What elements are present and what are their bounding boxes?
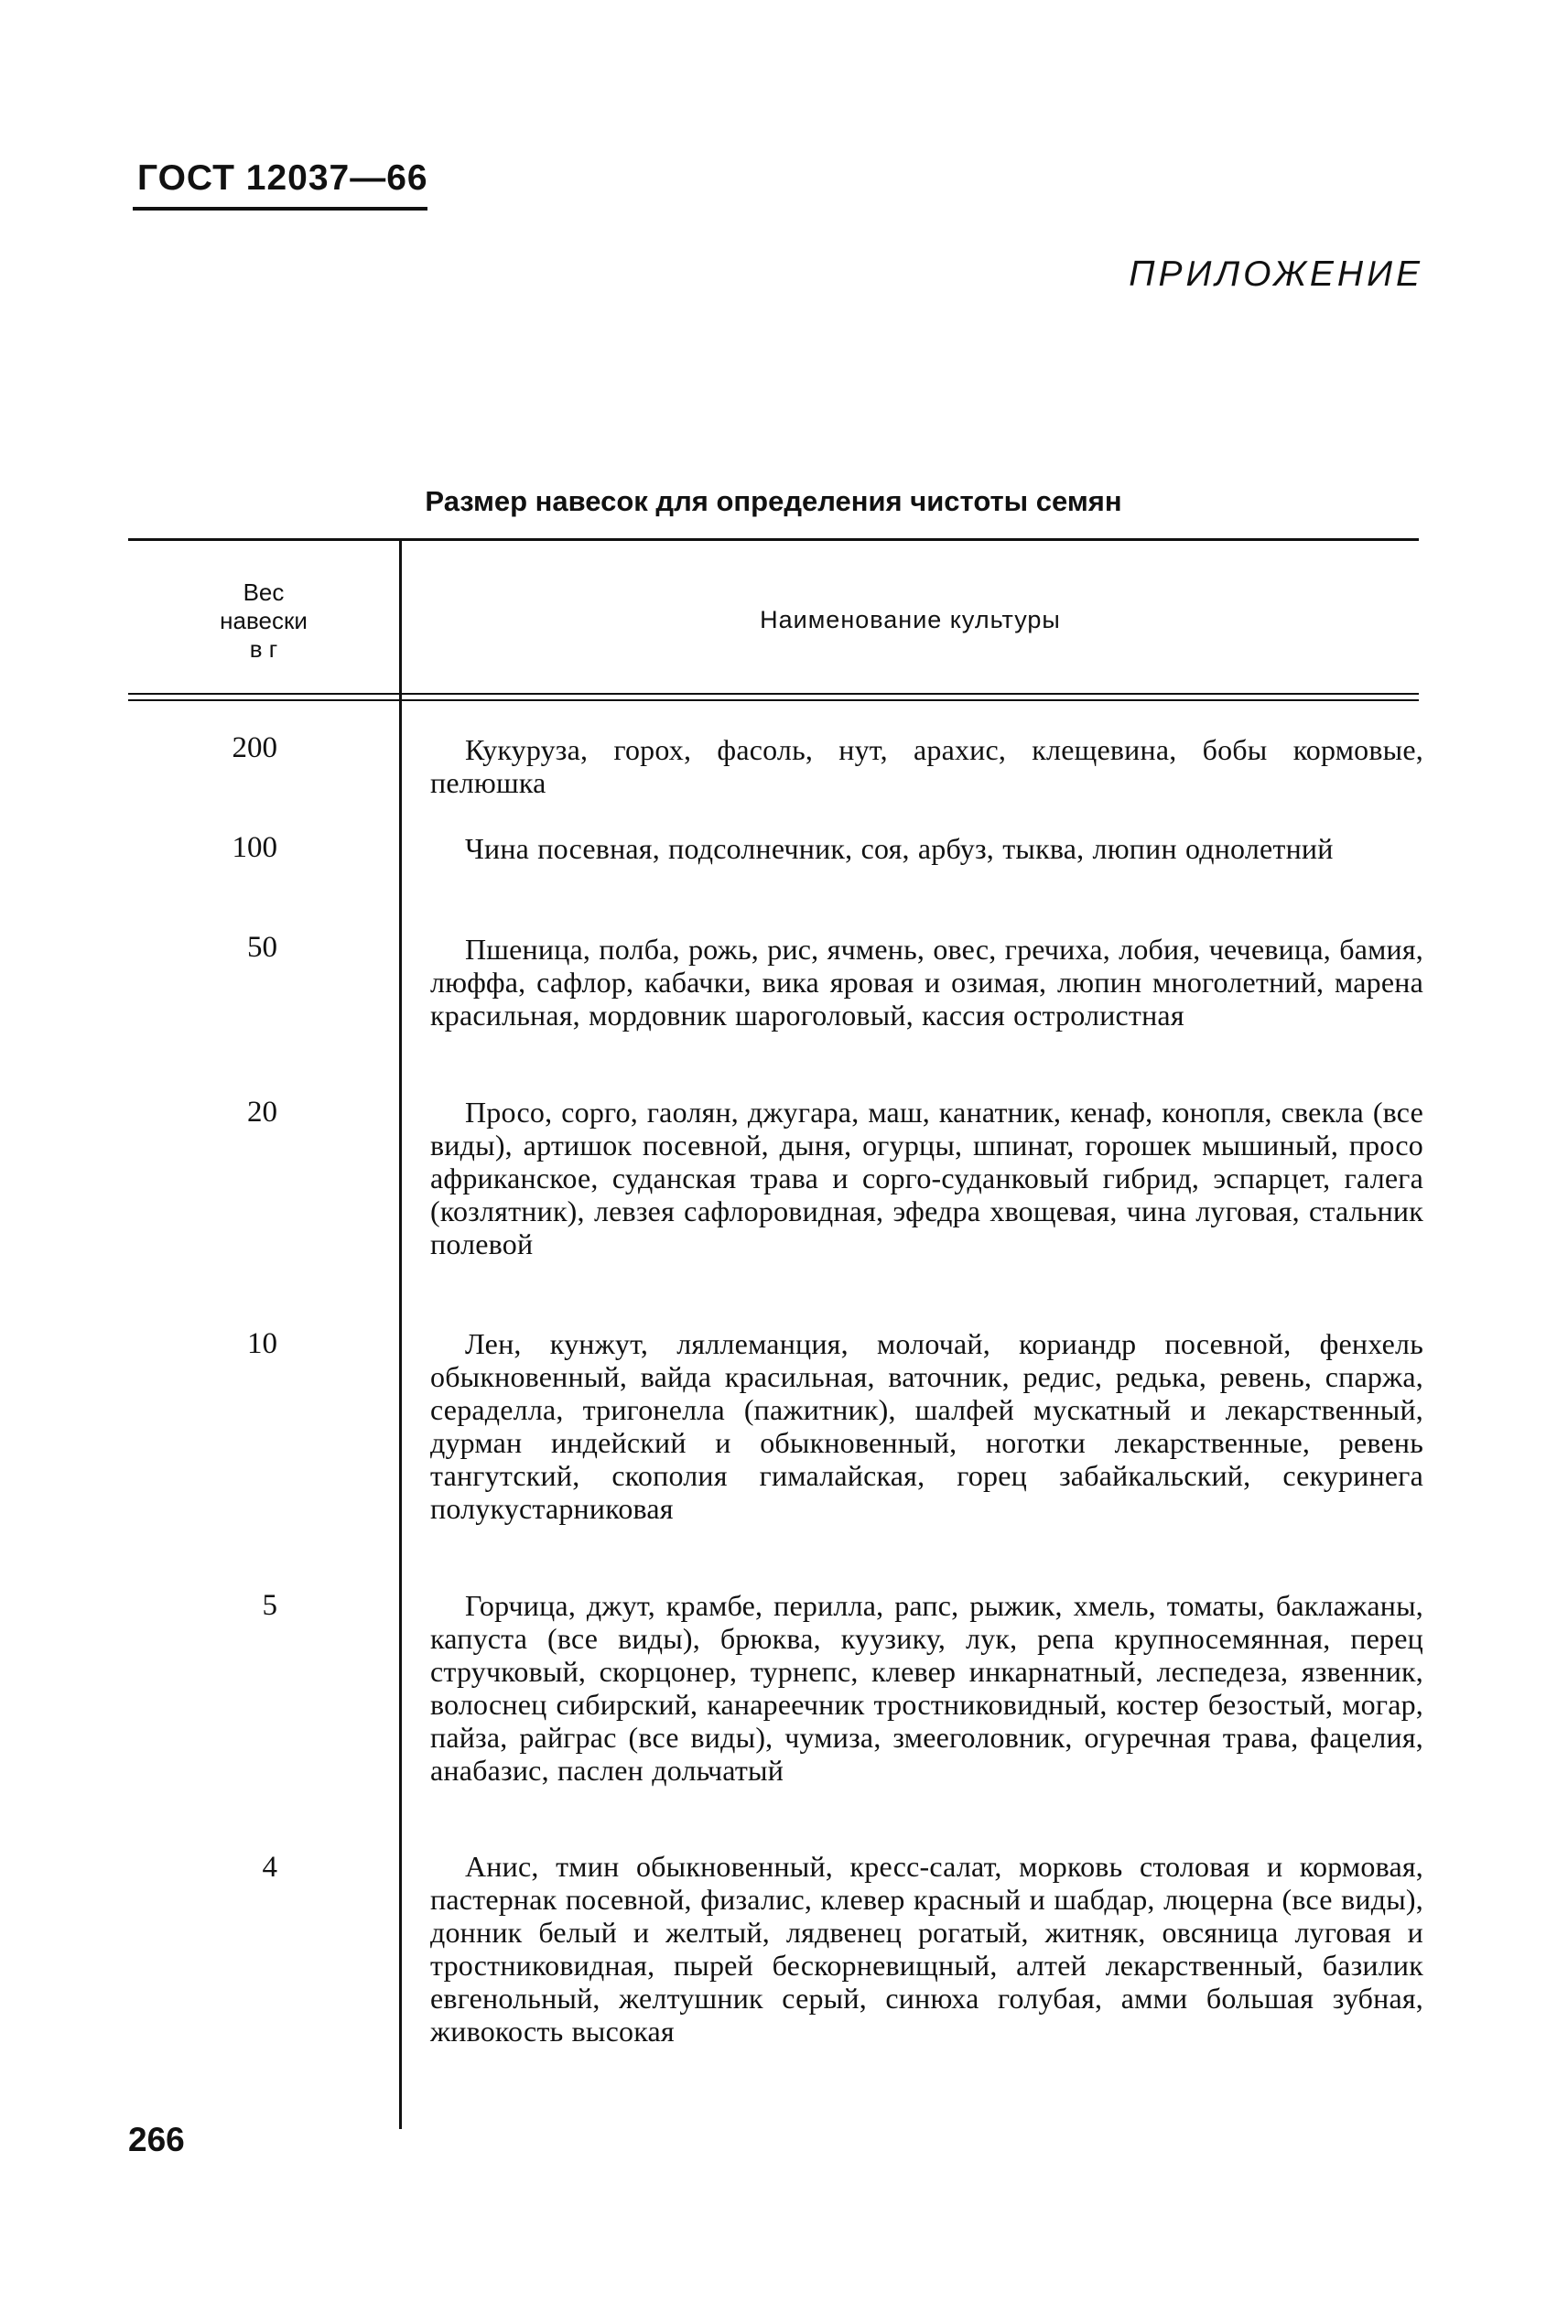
row-crops: Кукуруза, горох, фасоль, нут, арахис, клещевина, бобы кормовые, пелюшка <box>430 733 1423 799</box>
row-crops: Чина посевная, подсолнечник, соя, арбуз, тыква, люпин однолетний <box>465 832 1334 865</box>
page-number: 266 <box>128 2121 185 2158</box>
column-header-weight <box>128 578 399 664</box>
column-header-crop: Наименование культуры <box>760 606 1061 633</box>
header-underline <box>133 207 427 211</box>
row-weight: 5 <box>262 1589 277 1622</box>
header-separator-rule <box>128 693 1419 695</box>
column-header-weight-line1: Вес <box>243 578 285 606</box>
column-divider <box>399 540 402 2129</box>
row-crops: Лен, кунжут, ляллеманция, молочай, кориандр посевной, фенхель обыкновенный, вайда красильная, ваточник, редис, редька, ревень, спаржа, сераделла, тригонелла (пажитник), шалфей мускатный и лекарственный, дурман индейский и обыкновенный, ноготки лекарственные, ревень тангутский, скополия гималайская, горец забайкальский, секуринега полукустарниковая <box>430 1327 1423 1525</box>
standard-number: ГОСТ 12037—66 <box>137 158 428 198</box>
row-crops: Пшеница, полба, рожь, рис, ячмень, овес, гречиха, лобия, чечевица, бамия, люффа, сафлор, кабачки, вика яровая и озимая, люпин многолетний, марена красильная, мордовник шароголовый, кассия остролистная <box>430 933 1423 1032</box>
header-separator-rule-double <box>128 699 1419 701</box>
column-header-weight-line2: навески <box>220 607 308 634</box>
row-weight: 20 <box>247 1096 277 1129</box>
row-weight: 100 <box>232 831 277 864</box>
row-weight: 10 <box>247 1327 277 1360</box>
row-weight: 200 <box>232 731 277 764</box>
appendix-label: ПРИЛОЖЕНИЕ <box>1129 254 1423 294</box>
table-top-rule <box>128 538 1419 541</box>
row-crops: Горчица, джут, крамбе, перилла, рапс, рыжик, хмель, томаты, баклажаны, капуста (все виды), брюква, куузику, лук, репа крупносемянная, перец стручковый, скорцонер, турнепс, клевер инкарнатный, леспедеза, язвенник, волоснец сибирский, канареечник тростниковидный, костер безостый, могар, пайза, райграс (все виды), чумиза, змееголовник, огуречная трава, фацелия, анабазис, паслен дольчатый <box>430 1589 1423 1787</box>
row-weight: 50 <box>247 931 277 964</box>
column-header-weight-line3: в г <box>249 635 278 663</box>
row-crops: Просо, сорго, гаолян, джугара, маш, канатник, кенаф, конопля, свекла (все виды), артишок посевной, дыня, огурцы, шпинат, горошек мышиный, просо африканское, суданская трава и сорго-суданковый гибрид, эспарцет, галега (козлятник), левзея сафлоровидная, эфедра хвощевая, чина луговая, стальник полевой <box>430 1096 1423 1260</box>
row-weight: 4 <box>262 1851 277 1884</box>
table-title: Размер навесок для определения чистоты семян <box>425 485 1122 517</box>
row-crops: Анис, тмин обыкновенный, кресс-салат, морковь столовая и кормовая, пастернак посевной, физалис, клевер красный и шабдар, люцерна (все виды), донник белый и желтый, лядвенец рогатый, житняк, овсяница луговая и тростниковидная, пырей бескорневищный, алтей лекарственный, базилик евгенольный, желтушник серый, синюха голубая, амми большая зубная, живокость высокая <box>430 1850 1423 2048</box>
